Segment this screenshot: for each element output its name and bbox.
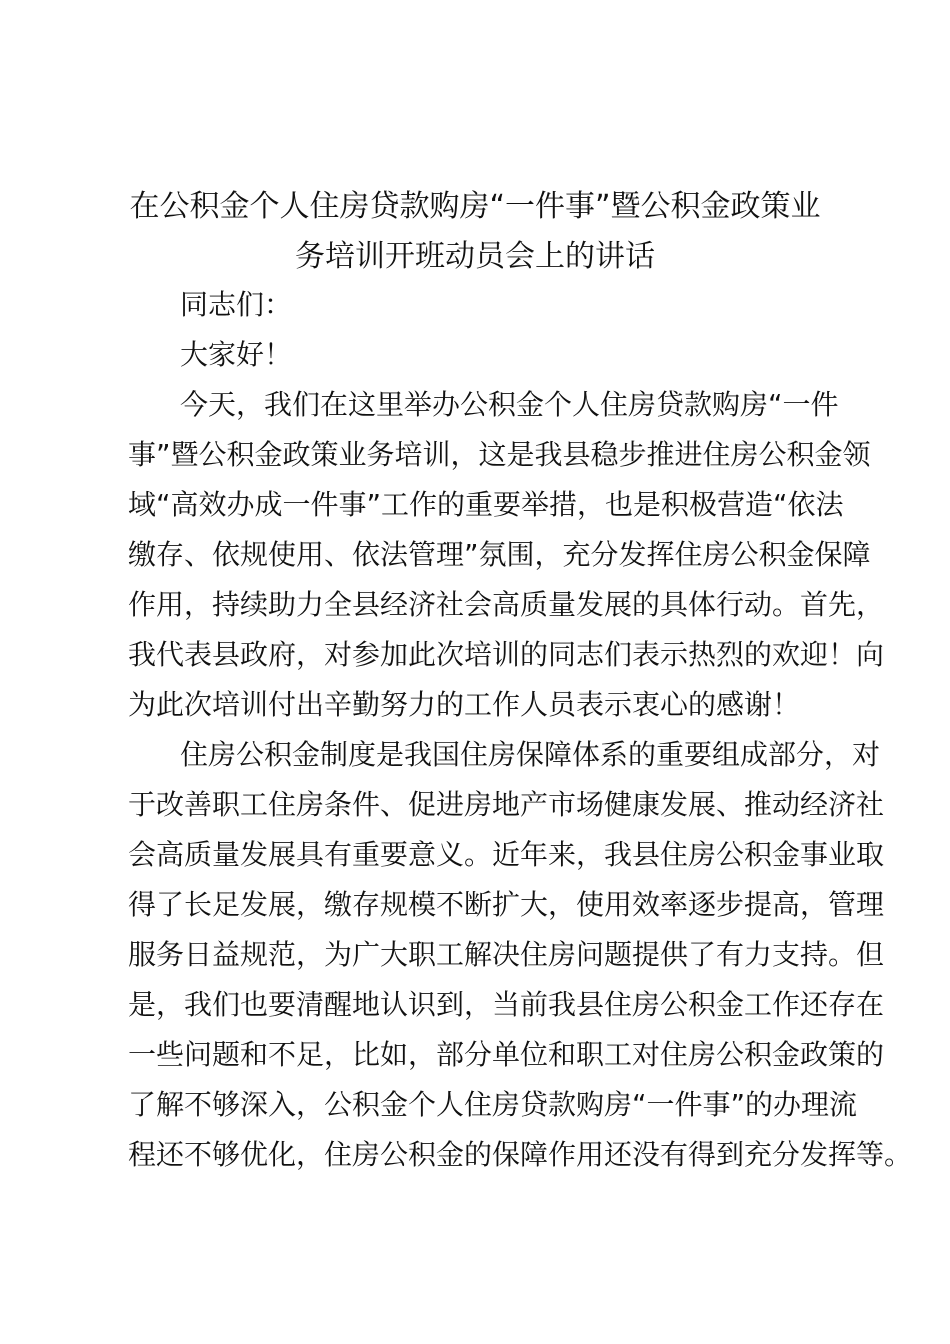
document-title-line-2: 务培训开班动员会上的讲话 (295, 239, 655, 274)
paragraph-1-line: 作用，持续助力全县经济社会高质量发展的具体行动。首先， (128, 588, 885, 621)
paragraph-1-line: 域“高效办成一件事”工作的重要举措，也是积极营造“依法 (128, 488, 844, 521)
paragraph-2-line: 住房公积金制度是我国住房保障体系的重要组成部分，对 (180, 738, 881, 771)
paragraph-2-line: 会高质量发展具有重要意义。近年来，我县住房公积金事业取 (128, 838, 885, 871)
salutation-comrades: 同志们： (180, 288, 293, 321)
salutation-greeting: 大家好！ (180, 338, 293, 371)
paragraph-2-line: 一些问题和不足，比如，部分单位和职工对住房公积金政策的 (128, 1038, 885, 1071)
paragraph-1-line: 我代表县政府，对参加此次培训的同志们表示热烈的欢迎！向 (128, 638, 885, 671)
paragraph-1-line: 缴存、依规使用、依法管理”氛围，充分发挥住房公积金保障 (128, 538, 871, 571)
paragraph-2-line: 于改善职工住房条件、促进房地产市场健康发展、推动经济社 (128, 788, 885, 821)
paragraph-2-line: 得了长足发展，缴存规模不断扩大，使用效率逐步提高，管理 (128, 888, 885, 921)
document-title-line-1: 在公积金个人住房贷款购房“一件事”暨公积金政策业 (129, 189, 821, 224)
paragraph-2-line: 了解不够深入，公积金个人住房贷款购房“一件事”的办理流 (128, 1088, 858, 1121)
paragraph-2-line: 服务日益规范，为广大职工解决住房问题提供了有力支持。但 (128, 938, 885, 971)
paragraph-2-line: 程还不够优化，住房公积金的保障作用还没有得到充分发挥等。 (128, 1138, 913, 1171)
paragraph-1-line: 事”暨公积金政策业务培训，这是我县稳步推进住房公积金领 (128, 438, 871, 471)
paragraph-1-line: 今天，我们在这里举办公积金个人住房贷款购房“一件 (180, 388, 839, 421)
paragraph-1-line: 为此次培训付出辛勤努力的工作人员表示衷心的感谢！ (128, 688, 801, 721)
paragraph-2-line: 是，我们也要清醒地认识到，当前我县住房公积金工作还存在 (128, 988, 885, 1021)
